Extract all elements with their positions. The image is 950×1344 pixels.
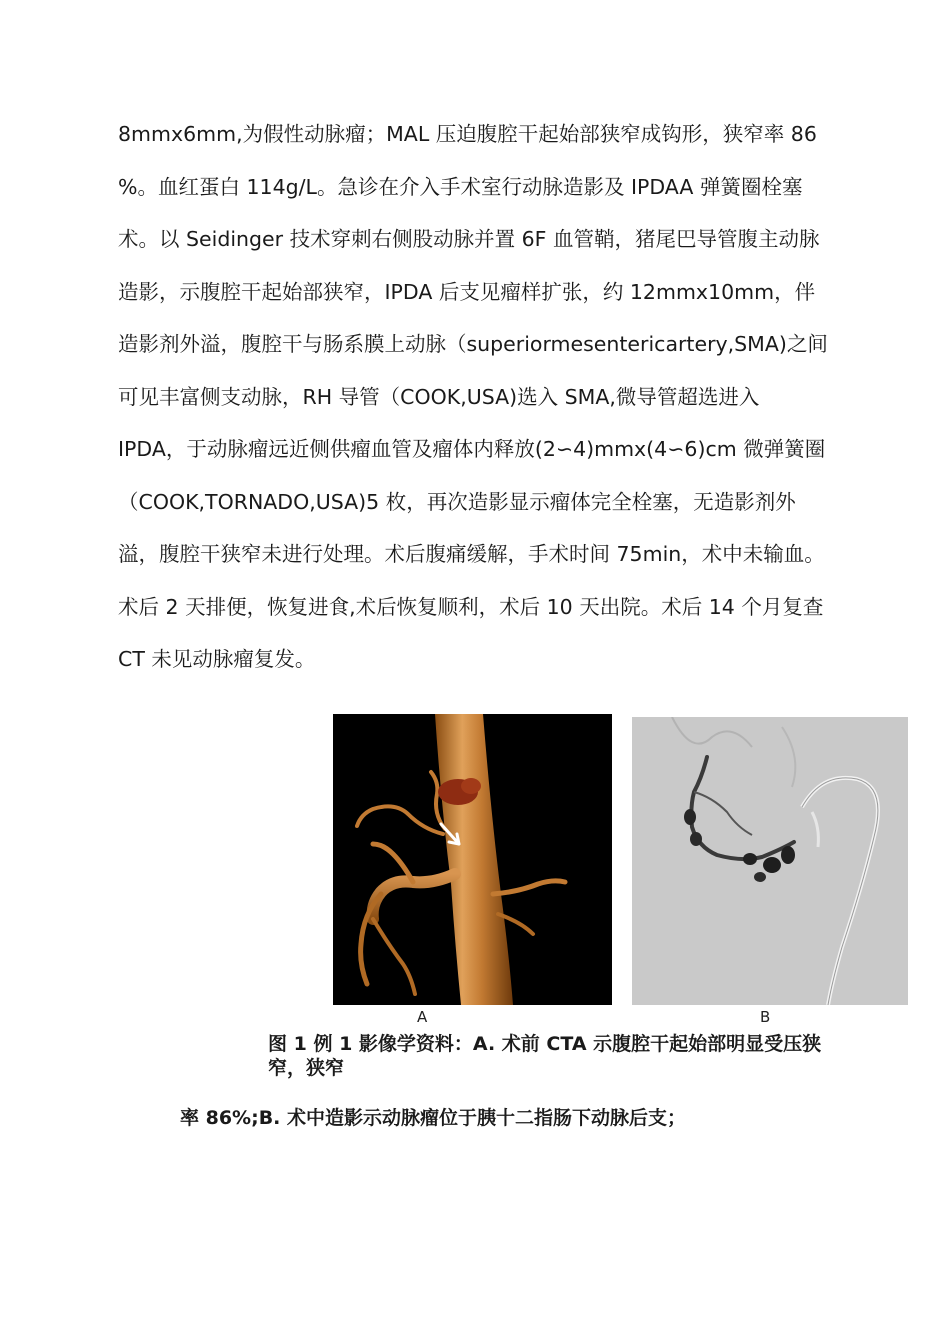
body-line: IPDA，于动脉瘤远近侧供瘤血管及瘤体内释放(2∽4)mmx(4∽6)cm 微弹簧圈 — [118, 437, 826, 461]
body-line: 8mmx6mm,为假性动脉瘤；MAL 压迫腹腔干起始部狭窄成钩形，狭窄率 86 — [118, 122, 817, 146]
body-line: CT 未见动脉瘤复发。 — [118, 647, 316, 671]
body-line: 造影，示腹腔干起始部狭窄，IPDA 后支见瘤样扩张，约 12mmx10mm，伴 — [118, 279, 816, 304]
body-paragraph — [118, 108, 848, 686]
figure-caption-line-1: 图 1 例 1 影像学资料：A. 术前 CTA 示腹腔干起始部明显受压狭窄，狭窄 — [268, 1033, 822, 1079]
figure-caption-line-2: 率 86%;B. 术中造影示动脉瘤位于胰十二指肠下动脉后支； — [180, 1107, 687, 1129]
panel-b-label: B — [760, 1008, 771, 1026]
body-line: 溢，腹腔干狭窄未进行处理。术后腹痛缓解，手术时间 75min，术中未输血。 — [118, 542, 825, 566]
body-line: 术后 2 天排便，恢复进食,术后恢复顺利，术后 10 天出院。术后 14 个月复查 — [118, 594, 824, 619]
cta-vessel-rendering — [333, 714, 612, 1005]
cta-image-panel-a — [333, 714, 612, 1005]
angiography-image-panel-b — [632, 717, 908, 1005]
body-line: %。血红蛋白 114g/L。急诊在介入手术室行动脉造影及 IPDAA 弹簧圈栓塞 — [118, 174, 803, 199]
angiography-rendering — [632, 717, 908, 1005]
body-line: 术。以 Seidinger 技术穿刺右侧股动脉并置 6F 血管鞘，猪尾巴导管腹主动脉 — [118, 227, 820, 251]
body-line: （COOK,TORNADO,USA)5 枚，再次造影显示瘤体完全栓塞，无造影剂外 — [118, 489, 796, 514]
body-line: 造影剂外溢，腹腔干与肠系膜上动脉（superiormesentericartery,SMA)之间 — [118, 332, 828, 356]
panel-a-label: A — [417, 1008, 428, 1026]
body-line: 可见丰富侧支动脉，RH 导管（COOK,USA)选入 SMA,微导管超选进入 — [118, 384, 760, 409]
